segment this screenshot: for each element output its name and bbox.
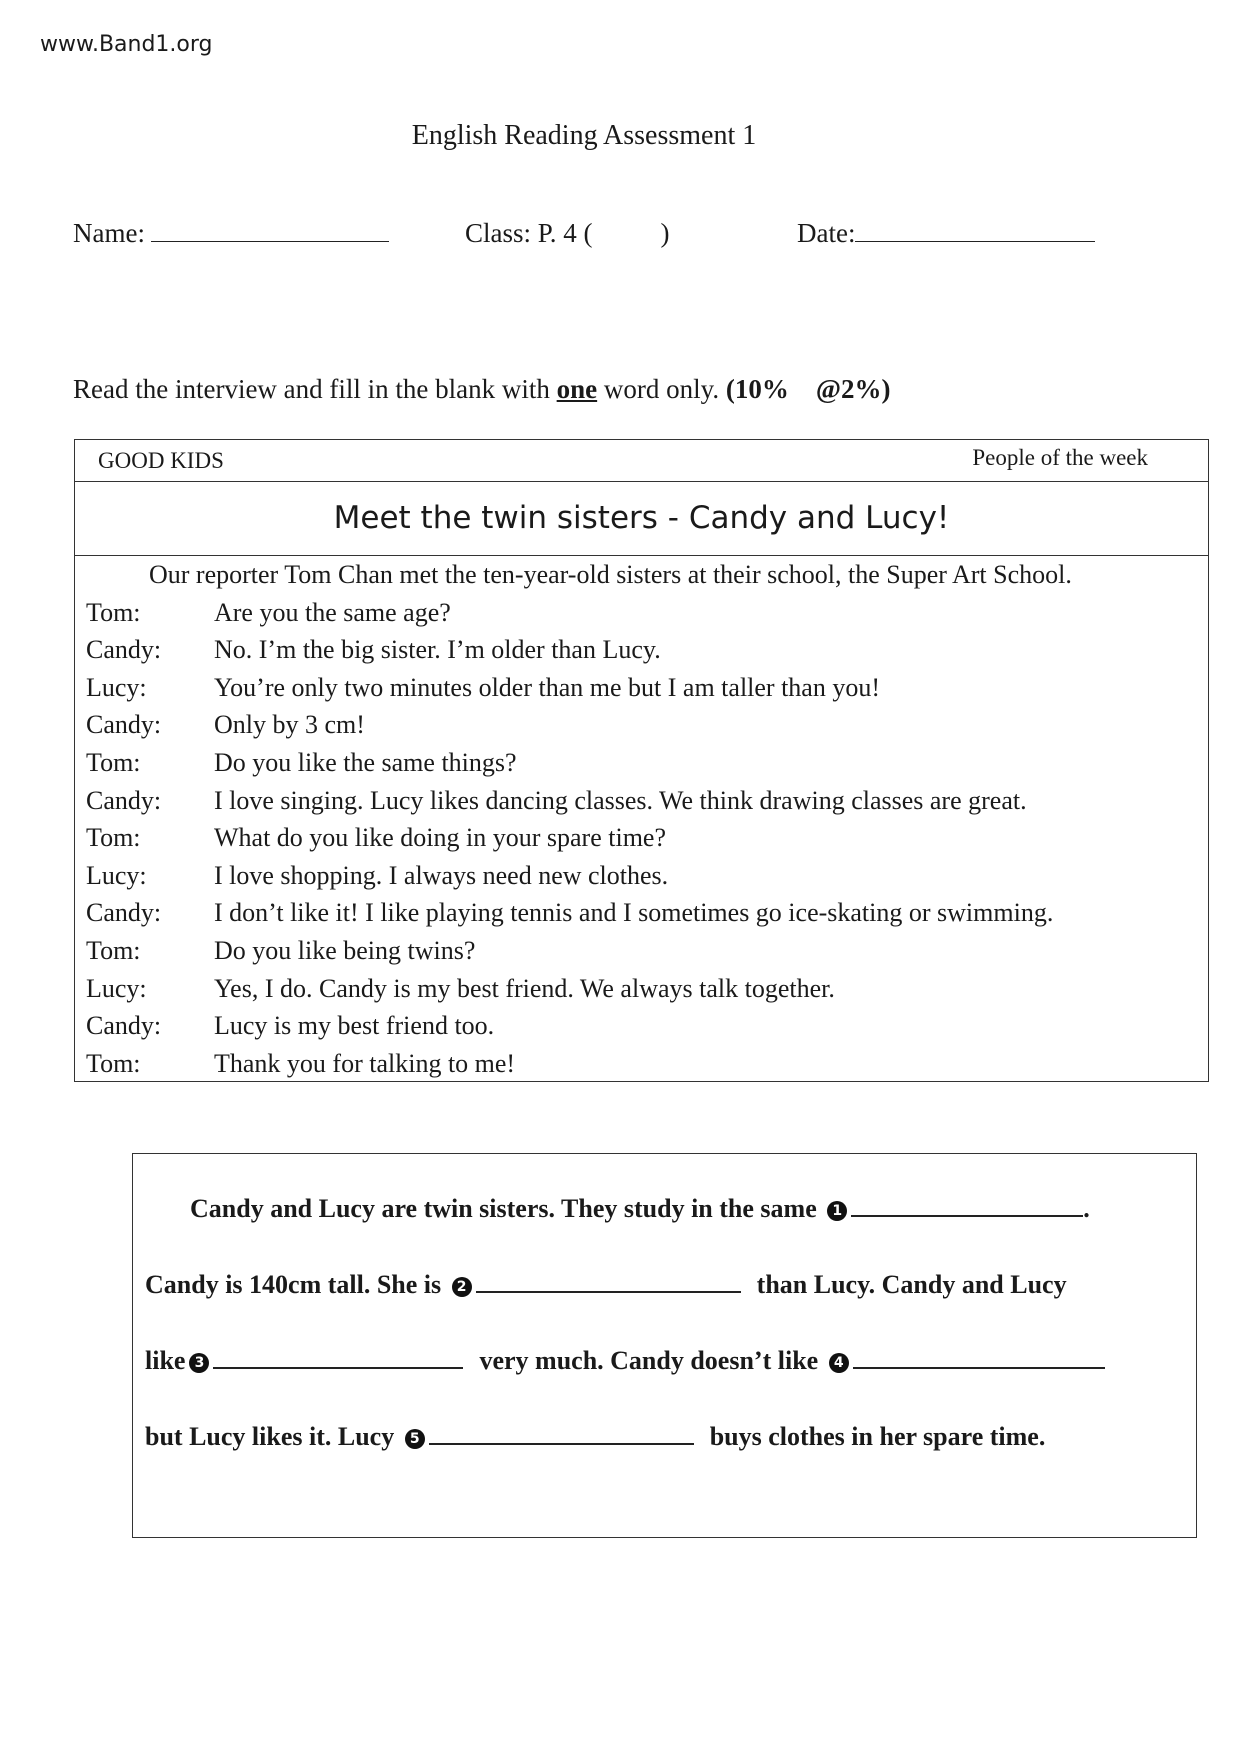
headline: Meet the twin sisters - Candy and Lucy! — [75, 482, 1208, 556]
cloze-box: Candy and Lucy are twin sisters. They study in the same 1 . Candy is 140cm tall. She is 2 than Lucy. Candy and Lucy like 3 very much. Candy doesn’t like 4 but Lucy likes it. Lucy 5 buys clothes in her spare time. — [132, 1153, 1197, 1538]
blank-number-2: 2 — [452, 1277, 472, 1297]
date-label: Date: — [797, 218, 856, 248]
speaker: Candy: — [86, 635, 162, 665]
dialogue-text: Are you the same age? — [214, 597, 451, 627]
article-intro: Our reporter Tom Chan met the ten-year-old sisters at their school, the Super Art School. — [149, 560, 1072, 589]
name-label: Name: — [73, 218, 145, 248]
class-field[interactable] — [465, 218, 670, 249]
dialogue-text: Thank you for talking to me! — [214, 1048, 516, 1078]
dialogue-line — [75, 1045, 1208, 1083]
dialogue-line — [75, 970, 1208, 1008]
class-close: ) — [660, 218, 670, 248]
dialogue-text: I love singing. Lucy likes dancing classes. We think drawing classes are great. — [214, 785, 1027, 815]
dialogue-line — [75, 669, 1208, 707]
dialogue-line — [75, 932, 1208, 970]
dialogue-line — [75, 631, 1208, 669]
speaker: Candy: — [86, 898, 162, 928]
dialogue-line — [75, 706, 1208, 744]
column-label: People of the week — [972, 445, 1148, 470]
dialogue-line — [75, 744, 1208, 782]
page-title: English Reading Assessment 1 — [411, 120, 757, 151]
blank-number-4: 4 — [829, 1353, 849, 1373]
dialogue-text: Do you like the same things? — [214, 747, 517, 777]
blank-2[interactable] — [476, 1290, 741, 1293]
speaker: Tom: — [86, 935, 141, 965]
dialogue-line — [75, 782, 1208, 820]
speaker: Lucy: — [86, 973, 147, 1003]
blank-number-3: 3 — [189, 1353, 209, 1373]
dialogue-text: You’re only two minutes older than me but I am taller than you! — [214, 672, 881, 702]
dialogue-line — [75, 894, 1208, 932]
section-label: GOOD KIDS — [98, 448, 224, 473]
speaker: Lucy: — [86, 860, 147, 890]
article-box — [74, 439, 1209, 1082]
blank-4[interactable] — [853, 1366, 1105, 1369]
speaker: Candy: — [86, 785, 162, 815]
blank-number-5: 5 — [405, 1429, 425, 1449]
speaker: Tom: — [86, 747, 141, 777]
blank-1[interactable] — [851, 1214, 1083, 1217]
class-label: Class: P. 4 ( — [465, 218, 593, 248]
speaker: Tom: — [86, 823, 141, 853]
speaker: Lucy: — [86, 672, 147, 702]
dialogue-text: Lucy is my best friend too. — [214, 1011, 495, 1041]
name-field[interactable] — [73, 218, 389, 249]
dialogue-text: Do you like being twins? — [214, 935, 476, 965]
dialogue-text: I love shopping. I always need new clothes. — [214, 860, 669, 890]
blank-number-1: 1 — [827, 1201, 847, 1221]
speaker: Candy: — [86, 1011, 162, 1041]
speaker: Tom: — [86, 1048, 141, 1078]
dialogue-text: What do you like doing in your spare time? — [214, 823, 667, 853]
dialogue-text: Yes, I do. Candy is my best friend. We always talk together. — [214, 973, 835, 1003]
dialogue-line — [75, 819, 1208, 857]
dialogue-text: No. I’m the big sister. I’m older than Lucy. — [214, 635, 661, 665]
dialogue-line — [75, 857, 1208, 895]
dialogue-line — [75, 1007, 1208, 1045]
blank-5[interactable] — [429, 1442, 694, 1445]
instruction: Read the interview and fill in the blank with one word only. (10% @2%) — [73, 374, 891, 404]
dialogue-line — [75, 594, 1208, 632]
blank-3[interactable] — [213, 1366, 463, 1369]
speaker: Tom: — [86, 597, 141, 627]
speaker: Candy: — [86, 710, 162, 740]
watermark: www.Band1.org — [40, 32, 213, 57]
date-field[interactable] — [797, 218, 1095, 249]
dialogue-text: I don’t like it! I like playing tennis and I sometimes go ice-skating or swimming. — [214, 898, 1054, 928]
dialogue-text: Only by 3 cm! — [214, 710, 365, 740]
